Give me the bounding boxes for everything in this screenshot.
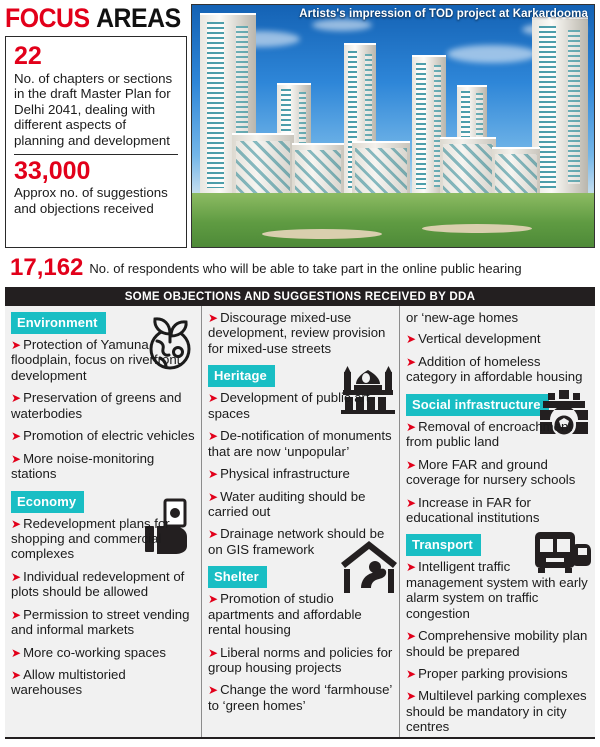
bullet-text: Promotion of electric vehicles: [23, 428, 195, 444]
bullet-item: [208, 591, 393, 637]
top-section: [0, 0, 600, 252]
bullet-item: [406, 354, 589, 385]
category-social-infrastructure: Social infrastructure: [406, 394, 549, 416]
category-environment: Environment: [11, 312, 106, 334]
bullet-text: Preservation of greens and waterbodies: [11, 390, 182, 421]
bullet-arrow-icon: ➤: [406, 332, 416, 347]
stat-description-chapters: No. of chapters or sections in the draft Master Plan for Delhi 2041, dealing with different aspects of planning and development: [14, 71, 173, 148]
bullet-arrow-icon: ➤: [208, 683, 218, 698]
bullet-text: Physical infrastructure: [220, 466, 350, 482]
bullet-item: [406, 331, 589, 346]
bullet-item: [11, 428, 195, 443]
bullet-text: Comprehensive mobility plan should be prepared: [406, 628, 588, 659]
category-transport: Transport: [406, 534, 481, 556]
bullet-item: [208, 682, 393, 713]
bullet-item: [208, 466, 393, 481]
page-title: [5, 2, 181, 33]
bullet-arrow-icon: ➤: [406, 560, 416, 575]
bullet-arrow-icon: ➤: [11, 645, 21, 660]
bullet-text: Allow multistoried warehouses: [11, 667, 126, 698]
bullet-item: [11, 645, 195, 660]
bullet-arrow-icon: ➤: [11, 569, 21, 584]
bullet-text: More FAR and ground coverage for nursery schools: [406, 456, 576, 488]
bullet-item: [11, 667, 195, 698]
bullet-arrow-icon: ➤: [208, 527, 218, 542]
section-bar-title: SOME OBJECTIONS AND SUGGESTIONS RECEIVED BY DDA: [124, 290, 476, 303]
bullet-text: Addition of homeless category in affordable housing: [406, 353, 583, 385]
bullet-arrow-icon: ➤: [406, 629, 416, 644]
key-stats-box: [5, 36, 187, 248]
bullet-text: Drainage network should be on GIS framework: [208, 526, 385, 557]
bullet-item: [11, 607, 195, 638]
column-2: [202, 306, 400, 737]
bullet-item: [208, 428, 393, 459]
bullet-item: [406, 666, 589, 681]
bullet-arrow-icon: ➤: [11, 516, 21, 531]
bullet-item: [11, 516, 195, 562]
column-3: [400, 306, 595, 737]
bullet-text: Increase in FAR for educational institutions: [406, 494, 540, 525]
continued-text: or ‘new-age homes: [406, 310, 519, 325]
page-title-black: AREAS: [96, 2, 181, 33]
bullet-arrow-icon: ➤: [208, 592, 218, 607]
bullet-item: [208, 489, 393, 520]
bullet-text: Protection of Yamuna floodplain, focus on riverfront development: [11, 337, 181, 383]
respondents-strip: [5, 252, 595, 284]
bullet-arrow-icon: ➤: [406, 457, 416, 472]
bullet-text: Change the word ‘farmhouse’ to ‘green homes’: [208, 682, 392, 713]
bullet-text: De-notification of monuments that are now ‘unpopular’: [208, 428, 392, 459]
stat-description-suggestions: Approx no. of suggestions and objections received: [14, 185, 168, 216]
bullet-item: [11, 337, 195, 383]
bullet-arrow-icon: ➤: [208, 645, 218, 660]
tod-project-photo: [191, 4, 595, 248]
bullet-arrow-icon: ➤: [11, 607, 21, 622]
bullet-arrow-icon: ➤: [11, 429, 21, 444]
bullet-text: Discourage mixed-use development, review provision for mixed-use streets: [208, 310, 386, 356]
bullet-item: [406, 559, 589, 621]
bullet-text: Permission to street vending and informal markets: [11, 606, 190, 638]
bullet-item: [406, 688, 589, 734]
bullet-text: Liberal norms and policies for group housing projects: [208, 644, 393, 675]
bullet-text: More noise-monitoring stations: [11, 450, 155, 482]
bullet-arrow-icon: ➤: [406, 419, 416, 434]
stat-number-suggestions: 33,000: [14, 157, 91, 186]
bullet-item: [208, 310, 393, 356]
bullet-item: [11, 451, 195, 482]
bullet-item: [11, 569, 195, 600]
stats-divider: [14, 154, 178, 155]
bullet-text: Individual redevelopment of plots should be allowed: [11, 568, 185, 600]
bullet-item: [208, 645, 393, 676]
stat-number-chapters: 22: [14, 42, 42, 70]
bullet-arrow-icon: ➤: [208, 429, 218, 444]
bullet-text: Multilevel parking complexes should be mandatory in city centres: [406, 688, 587, 735]
bullet-text: Proper parking provisions: [418, 666, 568, 681]
bullet-item: [406, 495, 589, 526]
bullet-text: Vertical development: [418, 331, 541, 347]
bullet-text: Water auditing should be carried out: [208, 488, 366, 519]
bullet-arrow-icon: ➤: [11, 338, 21, 352]
bullet-arrow-icon: ➤: [208, 391, 218, 406]
bullet-item: [406, 628, 589, 659]
bullet-arrow-icon: ➤: [11, 391, 21, 406]
bullet-text: More co-working spaces: [23, 644, 166, 660]
bullet-arrow-icon: ➤: [406, 495, 416, 510]
bullet-arrow-icon: ➤: [11, 668, 21, 682]
bullet-arrow-icon: ➤: [406, 689, 416, 704]
category-shelter: Shelter: [208, 566, 267, 588]
bullet-item: [11, 390, 195, 421]
bullet-item: [208, 390, 393, 421]
category-heritage: Heritage: [208, 365, 275, 387]
house-person-icon: [339, 539, 399, 595]
bullet-arrow-icon: ➤: [406, 667, 416, 681]
bullet-arrow-icon: ➤: [208, 311, 218, 325]
bullet-text: Removal of encroachment from public land: [406, 418, 572, 450]
column-1: [5, 306, 202, 737]
bullet-text: Intelligent traffic management system with early alarm system on traffic congestion: [406, 559, 588, 621]
respondents-number: 17,162: [10, 254, 84, 281]
category-economy: Economy: [11, 491, 84, 513]
bullet-text: Development of public art spaces: [208, 390, 370, 421]
bullet-item: [406, 419, 589, 450]
suggestions-columns: [5, 306, 595, 739]
bullet-text: Promotion of studio apartments and affordable rental housing: [208, 591, 362, 638]
bullet-arrow-icon: ➤: [208, 489, 218, 504]
bullet-item: [406, 457, 589, 488]
section-bar: [5, 287, 595, 306]
bullet-text: Redevelopment plans for shopping and commercial complexes: [11, 515, 170, 562]
page-title-red: FOCUS: [5, 2, 90, 33]
bullet-arrow-icon: ➤: [406, 354, 416, 369]
respondents-text: No. of respondents who will be able to take part in the online public hearing: [89, 260, 522, 276]
photo-caption: Artists's impression of TOD project at Karkardooma: [299, 8, 588, 20]
bullet-arrow-icon: ➤: [208, 467, 218, 482]
bullet-arrow-icon: ➤: [11, 451, 21, 466]
